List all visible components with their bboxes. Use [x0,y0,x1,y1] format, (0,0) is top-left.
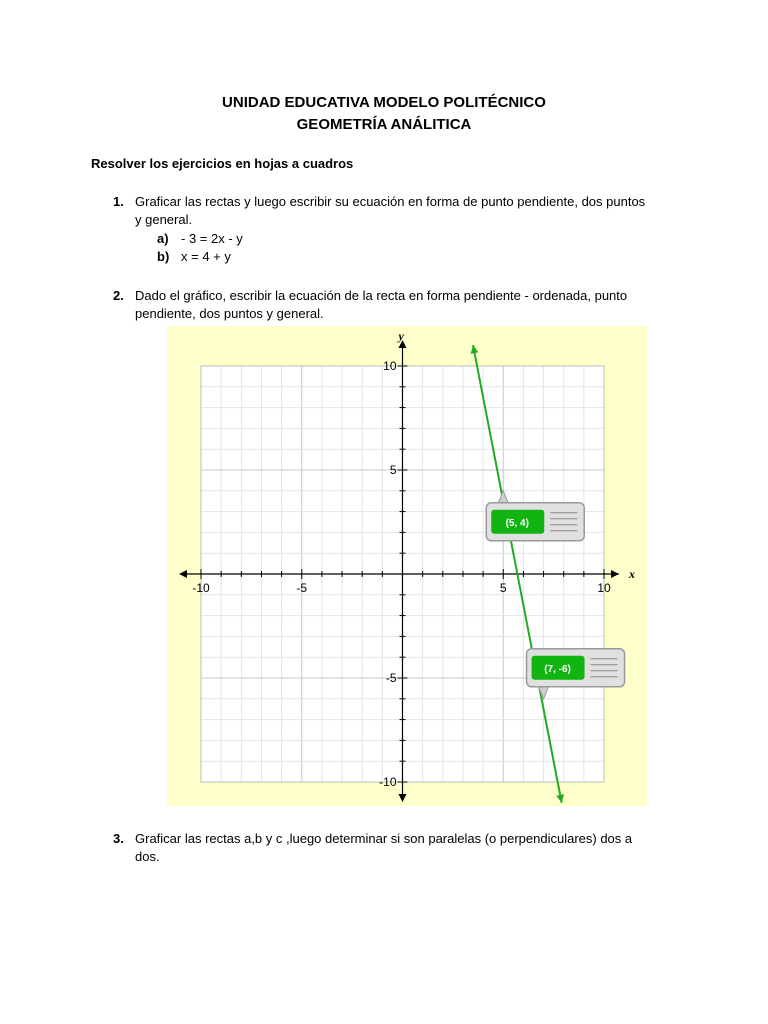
y-tick-label: 5 [389,463,397,477]
x-tick-label: 10 [597,581,611,595]
instruction-text: Resolver los ejercicios en hojas a cuadros [91,156,354,171]
y-axis-label: y [398,329,404,343]
exercise-1b-text: x = 4 + y [181,249,231,264]
coordinate-graph [167,326,647,806]
x-tick-label: -5 [296,581,308,595]
exercise-3-line2: dos. [135,849,160,864]
y-tick-label: -5 [385,671,397,685]
exercise-2-line1: Dado el gráfico, escribir la ecuación de la recta en forma pendiente - ordenada, punto [135,288,628,303]
x-axis-arrow-left [179,570,187,578]
exercise-1-line2: y general. [135,212,193,227]
line-arrow-bottom [556,794,564,803]
exercise-1b-letter: b) [157,249,170,264]
exercise-1a-text: - 3 = 2x - y [181,231,243,246]
exercise-1-line1: Graficar las rectas y luego escribir su ecuación en forma de punto pendiente, dos puntos [135,194,646,209]
x-tick-label: -10 [192,581,210,595]
subject-title: GEOMETRÍA ANÁLITICA [296,116,472,133]
point-label: (7, -6) [544,663,571,675]
exercise-2-line2: pendiente, dos puntos y general. [135,306,324,321]
point-label: (5, 4) [505,517,529,529]
exercise-3-line1: Graficar las rectas a,b y c ,luego determinar si son paralelas (o perpendiculares) dos a [135,831,633,846]
exercise-1-number: 1. [113,194,124,209]
graph-panel [167,326,647,806]
exercise-2-number: 2. [113,288,124,303]
exercise-1a-letter: a) [157,231,169,246]
school-title: UNIDAD EDUCATIVA MODELO POLITÉCNICO [222,94,546,111]
x-axis-arrow-right [611,570,619,578]
exercise-3-number: 3. [113,831,124,846]
y-tick-label: -10 [379,775,397,789]
x-axis-label: x [629,567,635,581]
y-tick-label: 10 [383,359,397,373]
x-tick-label: 5 [499,581,507,595]
y-axis-arrow-down [399,794,407,802]
line-arrow-top [471,345,479,354]
